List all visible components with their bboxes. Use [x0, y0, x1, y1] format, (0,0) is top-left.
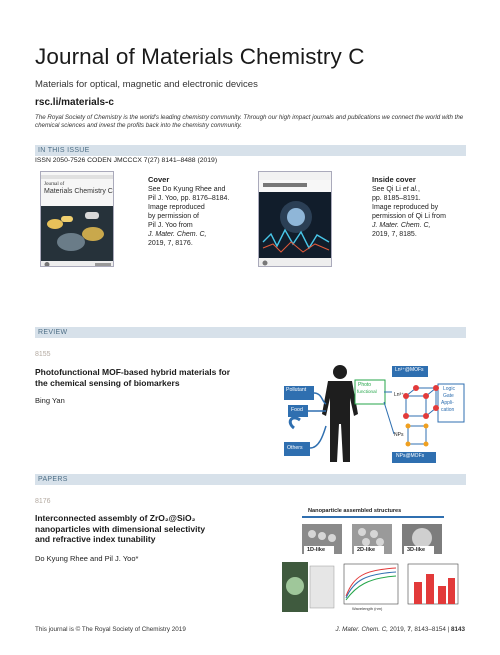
review-graphical-abstract[interactable] [282, 362, 467, 464]
footer-journal-abbrev: J. Mater. Chem. C, [335, 626, 389, 633]
label-nps-mofs: NPs@MOFs [396, 453, 425, 459]
label-photo: Photo [358, 382, 372, 388]
journal-title: Journal of Materials Chemistry C [35, 44, 365, 69]
section-bar-review: REVIEW [35, 327, 466, 338]
cover-caption [148, 175, 229, 248]
review-article-title[interactable] [35, 367, 230, 388]
inside-cover-artwork [259, 172, 332, 267]
cover-caption-line: Pil J. Yoo, pp. 8176–8184. [148, 194, 230, 202]
review-title-line: the chemical sensing of biomarkers [35, 377, 180, 388]
label-logic: Logic [443, 386, 455, 392]
label-3d-like: 3D-like [407, 547, 426, 553]
journal-url-link[interactable]: rsc.li/materials-c [35, 97, 114, 108]
label-ln-ion: Ln³⁺ [394, 392, 404, 398]
label-pollutant: Pollutant [286, 387, 307, 393]
cover-journal-ref: J. Mater. Chem. C, [148, 231, 207, 239]
inside-cover-line1: See Qi Li [372, 185, 403, 193]
footer-citation [335, 626, 465, 633]
inside-cover-caption-line: Image reproduced by [372, 203, 439, 211]
paper-authors: Do Kyung Rhee and Pil J. Yoo* [35, 554, 139, 563]
paper-graphic-svg [282, 506, 467, 616]
cover-heading: Cover [148, 175, 170, 184]
paper-graphical-abstract[interactable] [282, 506, 467, 616]
footer-page-range: , 8143–8154 | [410, 626, 451, 633]
label-food: Food [291, 407, 303, 413]
inside-cover-caption-line: pp. 8185–8191. [372, 194, 421, 202]
cover-caption-line: by permission of [148, 213, 199, 221]
inside-cover-heading: Inside cover [372, 175, 416, 184]
footer-copyright: This journal is © The Royal Society of Chemistry 2019 [35, 626, 186, 633]
paper-page-number[interactable]: 8176 [35, 498, 51, 505]
inside-cover-year-line: 2019, 7, 8185. [372, 231, 417, 239]
review-title-line: Photofunctional MOF-based hybrid materials for [35, 367, 231, 377]
label-ln-mofs: Ln³⁺@MOFs [395, 367, 424, 373]
review-graphic-svg [282, 362, 467, 464]
paper-title-line: Interconnected assembly of ZrO₂@SiO₂ [35, 513, 196, 523]
label-gate: Gate [443, 393, 454, 399]
graphic-heading: Nanoparticle assembled structures [308, 508, 402, 514]
cover-caption-line: See Do Kyung Rhee and [148, 185, 226, 193]
cover-year-line: 2019, 7, 8176. [148, 240, 193, 248]
cover-caption-line: Image reproduced [148, 203, 205, 211]
section-bar-papers: PAPERS [35, 474, 466, 485]
label-cation: cation [441, 407, 455, 413]
paper-title-line: nanoparticles with dimensional selectivity [35, 523, 206, 534]
section-bar-in-this-issue: IN THIS ISSUE [35, 145, 466, 156]
journal-subtitle: Materials for optical, magnetic and electronic devices [35, 79, 258, 90]
footer-year: 2019, [388, 626, 408, 633]
cover-caption-line: Pil J. Yoo from [148, 222, 193, 230]
cover-mini-title: Materials Chemistry C [44, 188, 113, 195]
paper-title-line: and refractive index tunability [35, 534, 156, 545]
review-authors: Bing Yan [35, 396, 65, 405]
label-others: Others [287, 445, 303, 451]
label-2d-like: 2D-like [357, 547, 376, 553]
label-1d-like: 1D-like [307, 547, 326, 553]
label-appli: Appli- [441, 400, 454, 406]
journal-blurb: The Royal Society of Chemistry is the world's leading chemistry community. Through our high impact journals and publications we connect the world with the chemical sciences and invest the profits back into the chemistry community. [35, 114, 464, 130]
inside-cover-comma: , [417, 185, 420, 193]
inside-cover-caption [372, 175, 446, 239]
paper-article-title[interactable] [35, 513, 205, 545]
label-nps: NPs [394, 432, 404, 438]
issn-line: ISSN 2050-7526 CODEN JMCCCX 7(27) 8141–8488 (2019) [35, 157, 218, 164]
inside-cover-journal-ref: J. Mater. Chem. C, [372, 222, 431, 230]
footer-volume: 7 [407, 626, 411, 633]
review-page-number[interactable]: 8155 [35, 351, 51, 358]
inside-cover-image[interactable] [258, 171, 332, 267]
footer-page-number: 8143 [450, 626, 465, 633]
inside-cover-caption-line: permission of Qi Li from [372, 213, 446, 221]
inside-cover-et-al: et al. [402, 185, 418, 193]
cover-image[interactable] [40, 171, 114, 267]
cover-mini-journal-of: Journal of [44, 182, 65, 187]
label-wavelength-axis: Wavelength (nm) [352, 606, 383, 611]
label-functional: functional [357, 389, 377, 394]
